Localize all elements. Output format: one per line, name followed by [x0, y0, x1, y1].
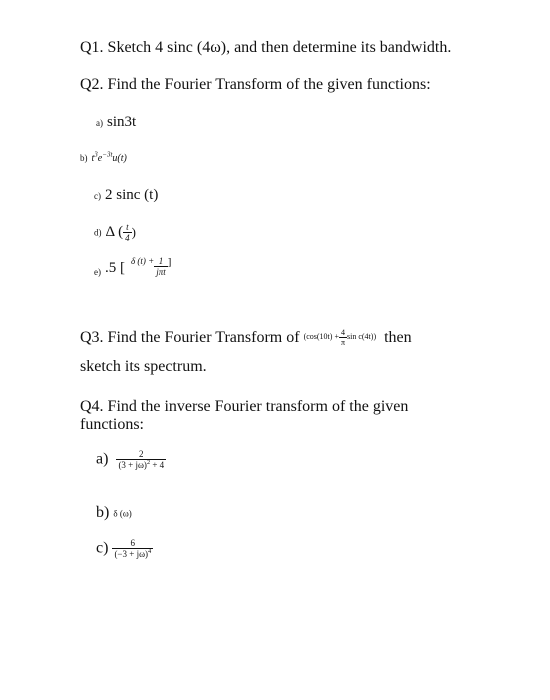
fraction-t-over-4 [123, 222, 132, 243]
item-expression [91, 150, 127, 164]
q2-item-a [96, 113, 136, 131]
question-1: Q1. Sketch 4 sinc (4ω), and then determine its bandwidth. [80, 39, 452, 56]
fraction-denominator [112, 548, 153, 559]
denominator-exponent: 2 [146, 459, 151, 466]
fraction-numerator: t [126, 222, 129, 232]
fraction-c [112, 538, 153, 559]
fraction-numerator: 4 [340, 328, 345, 337]
fraction-denominator: jπt [156, 267, 166, 277]
fraction-1-over-jpit [154, 256, 168, 277]
bracket-prefix: .5 [ [105, 260, 125, 276]
question-2-heading: Q2. Find the Fourier Transform of the given functions: [80, 76, 431, 93]
delta-symbol: Δ ( [105, 224, 124, 240]
question-3-text: Q3. Find the Fourier Transform of [80, 329, 300, 346]
expr-right: sin c(4t)) [347, 332, 377, 342]
q2-item-b [80, 148, 127, 166]
item-expression: 2 sinc (t) [105, 187, 159, 203]
denominator-exponent: 4 [148, 548, 152, 555]
question-3-then: then [384, 329, 412, 346]
fraction-numerator: 6 [130, 538, 136, 548]
item-label: e) [94, 267, 101, 277]
item-label: b) [80, 153, 88, 163]
item-expression: sin3t [107, 114, 137, 130]
fraction-4-over-pi [339, 328, 347, 347]
q2-item-d [94, 222, 136, 243]
question-3-line-1 [80, 328, 412, 348]
fraction-numerator: 2 [139, 449, 144, 459]
q4-item-c [96, 538, 153, 559]
item-label: b) [96, 504, 110, 521]
expr-e: e [97, 153, 103, 164]
denominator-base: (−3 + jω) [114, 549, 149, 559]
fraction-numerator: 1 [158, 256, 164, 266]
question-4-line-2: functions: [80, 416, 144, 433]
expr-t-exponent: 3 [94, 150, 98, 159]
fraction-denominator: π [340, 338, 345, 347]
item-expression: δ (ω) [113, 508, 132, 519]
item-label: c) [96, 539, 109, 557]
expr-t: t [91, 153, 95, 164]
item-label: a) [96, 450, 109, 468]
expr-u: u(t) [112, 153, 127, 164]
fraction-a [116, 449, 166, 470]
expr-e-exponent: −3t [102, 150, 113, 159]
q2-item-e [94, 256, 171, 277]
item-label: a) [96, 118, 103, 128]
q3-expression [303, 328, 377, 347]
fraction-denominator [116, 459, 166, 470]
q2-item-c [94, 186, 158, 204]
question-3-line-2: sketch its spectrum. [80, 358, 207, 375]
item-label: d) [94, 227, 102, 238]
denominator-tail: + 4 [152, 460, 165, 470]
item-label: c) [94, 191, 101, 201]
q4-item-a [96, 449, 166, 470]
fraction-denominator: 4 [125, 233, 130, 243]
close-paren: ) [131, 224, 136, 240]
expr-left: (cos(10t) + [303, 332, 339, 342]
question-4-line-1: Q4. Find the inverse Fourier transform of the given [80, 398, 409, 415]
q4-item-b [96, 503, 132, 523]
delta-term: δ (t) + [131, 256, 155, 266]
denominator-base: (3 + jω) [118, 460, 147, 470]
close-bracket: ] [167, 256, 172, 268]
